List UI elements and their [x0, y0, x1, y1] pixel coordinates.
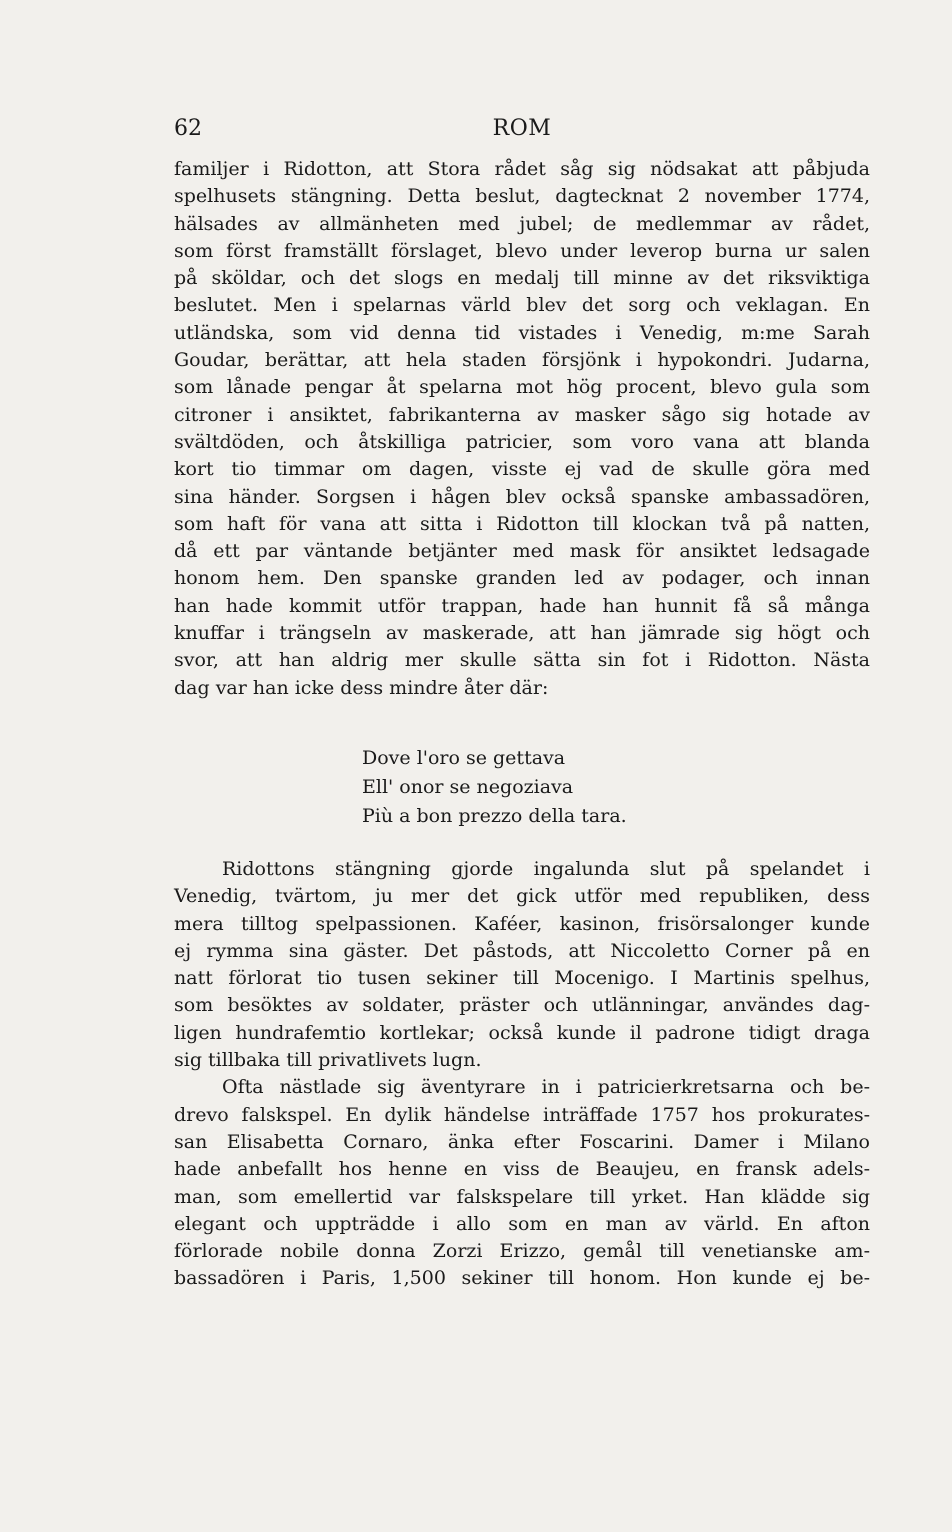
running-head: ROM — [492, 116, 552, 141]
text-line: familjer i Ridotton, att Stora rådet såg sig nödsakat att påbjuda — [174, 158, 870, 180]
text-line: Goudar, berättar, att hela staden försjönk i hypokondri. Judarna, — [174, 349, 870, 372]
text-line: man, som emellertid var falskspelare till yrket. Han klädde sig — [174, 1185, 870, 1208]
text-line: utländska, som vid denna tid vistades i Venedig, m:me Sarah — [174, 321, 870, 344]
text-line: knuffar i trängseln av maskerade, att han jämrade sig högt och — [174, 622, 870, 645]
text-line: citroner i ansiktet, fabrikanterna av masker sågo sig hotade av — [174, 403, 870, 426]
verse-line: Più a bon prezzo della tara. — [362, 805, 627, 827]
paragraph-2-3 — [174, 856, 870, 1293]
text-line: honom hem. Den spanske granden led av podager, och innan — [174, 567, 870, 590]
text-line: som haft för vana att sitta i Ridotton till klockan två på natten, — [174, 512, 870, 535]
text-line: ligen hundrafemtio kortlekar; också kunde il padrone tidigt draga — [174, 1021, 870, 1044]
text-line: hade anbefallt hos henne en viss de Beaujeu, en fransk adels- — [174, 1158, 870, 1181]
text-line: som lånade pengar åt spelarna mot hög procent, blevo gula som — [174, 376, 870, 399]
text-line: som först framställt förslaget, blevo under leverop burna ur salen — [174, 239, 870, 262]
text-line: drevo falskspel. En dylik händelse inträffade 1757 hos prokurates- — [174, 1103, 870, 1126]
text-line: bassadören i Paris, 1,500 sekiner till honom. Hon kunde ej be- — [174, 1267, 870, 1290]
verse-line: Dove l'oro se gettava — [362, 747, 566, 769]
text-line: sig tillbaka till privatlivets lugn. — [174, 1049, 482, 1072]
text-line: som besöktes av soldater, präster och utlänningar, användes dag- — [174, 994, 870, 1017]
text-line: svor, att han aldrig mer skulle sätta sin fot i Ridotton. Nästa — [174, 649, 870, 672]
text-line: sina händer. Sorgsen i hågen blev också spanske ambassadören, — [174, 485, 870, 508]
page-header — [174, 116, 870, 148]
text-line: Ridottons stängning gjorde ingalunda slut på spelandet i — [222, 858, 870, 880]
text-line: elegant och uppträdde i allo som en man av värld. En afton — [174, 1212, 870, 1235]
text-line: Venedig, tvärtom, ju mer det gick utför med republiken, dess — [174, 885, 870, 908]
text-line: svältdöden, och åtskilliga patricier, som voro vana att blanda — [174, 430, 870, 453]
text-line: han hade kommit utför trappan, hade han hunnit få så många — [174, 594, 870, 617]
paragraph-1 — [174, 156, 870, 702]
text-line: dag var han icke dess mindre åter där: — [174, 676, 549, 699]
text-line: mera tilltog spelpassionen. Kaféer, kasinon, frisörsalonger kunde — [174, 912, 870, 935]
text-line: kort tio timmar om dagen, visste ej vad de skulle göra med — [174, 458, 870, 481]
text-line: Ofta nästlade sig äventyrare in i patricierkretsarna och be- — [222, 1076, 870, 1099]
text-line: beslutet. Men i spelarnas värld blev det sorg och veklagan. En — [174, 294, 870, 317]
text-line: ej rymma sina gäster. Det påstods, att Niccoletto Corner på en — [174, 939, 870, 962]
text-line: på sköldar, och det slogs en medalj till minne av det riksviktiga — [174, 267, 870, 290]
page-number: 62 — [174, 116, 202, 141]
text-line: san Elisabetta Cornaro, änka efter Foscarini. Damer i Milano — [174, 1130, 870, 1153]
text-line: då ett par väntande betjänter med mask för ansiktet ledsagade — [174, 540, 870, 563]
text-line: förlorade nobile donna Zorzi Erizzo, gemål till venetianske am- — [174, 1240, 870, 1263]
verse-quote — [362, 744, 762, 831]
text-line: hälsades av allmänheten med jubel; de medlemmar av rådet, — [174, 212, 870, 235]
verse-line: Ell' onor se negoziava — [362, 776, 574, 798]
text-line: natt förlorat tio tusen sekiner till Mocenigo. I Martinis spelhus, — [174, 967, 870, 990]
text-line: spelhusets stängning. Detta beslut, dagtecknat 2 november 1774, — [174, 185, 870, 208]
